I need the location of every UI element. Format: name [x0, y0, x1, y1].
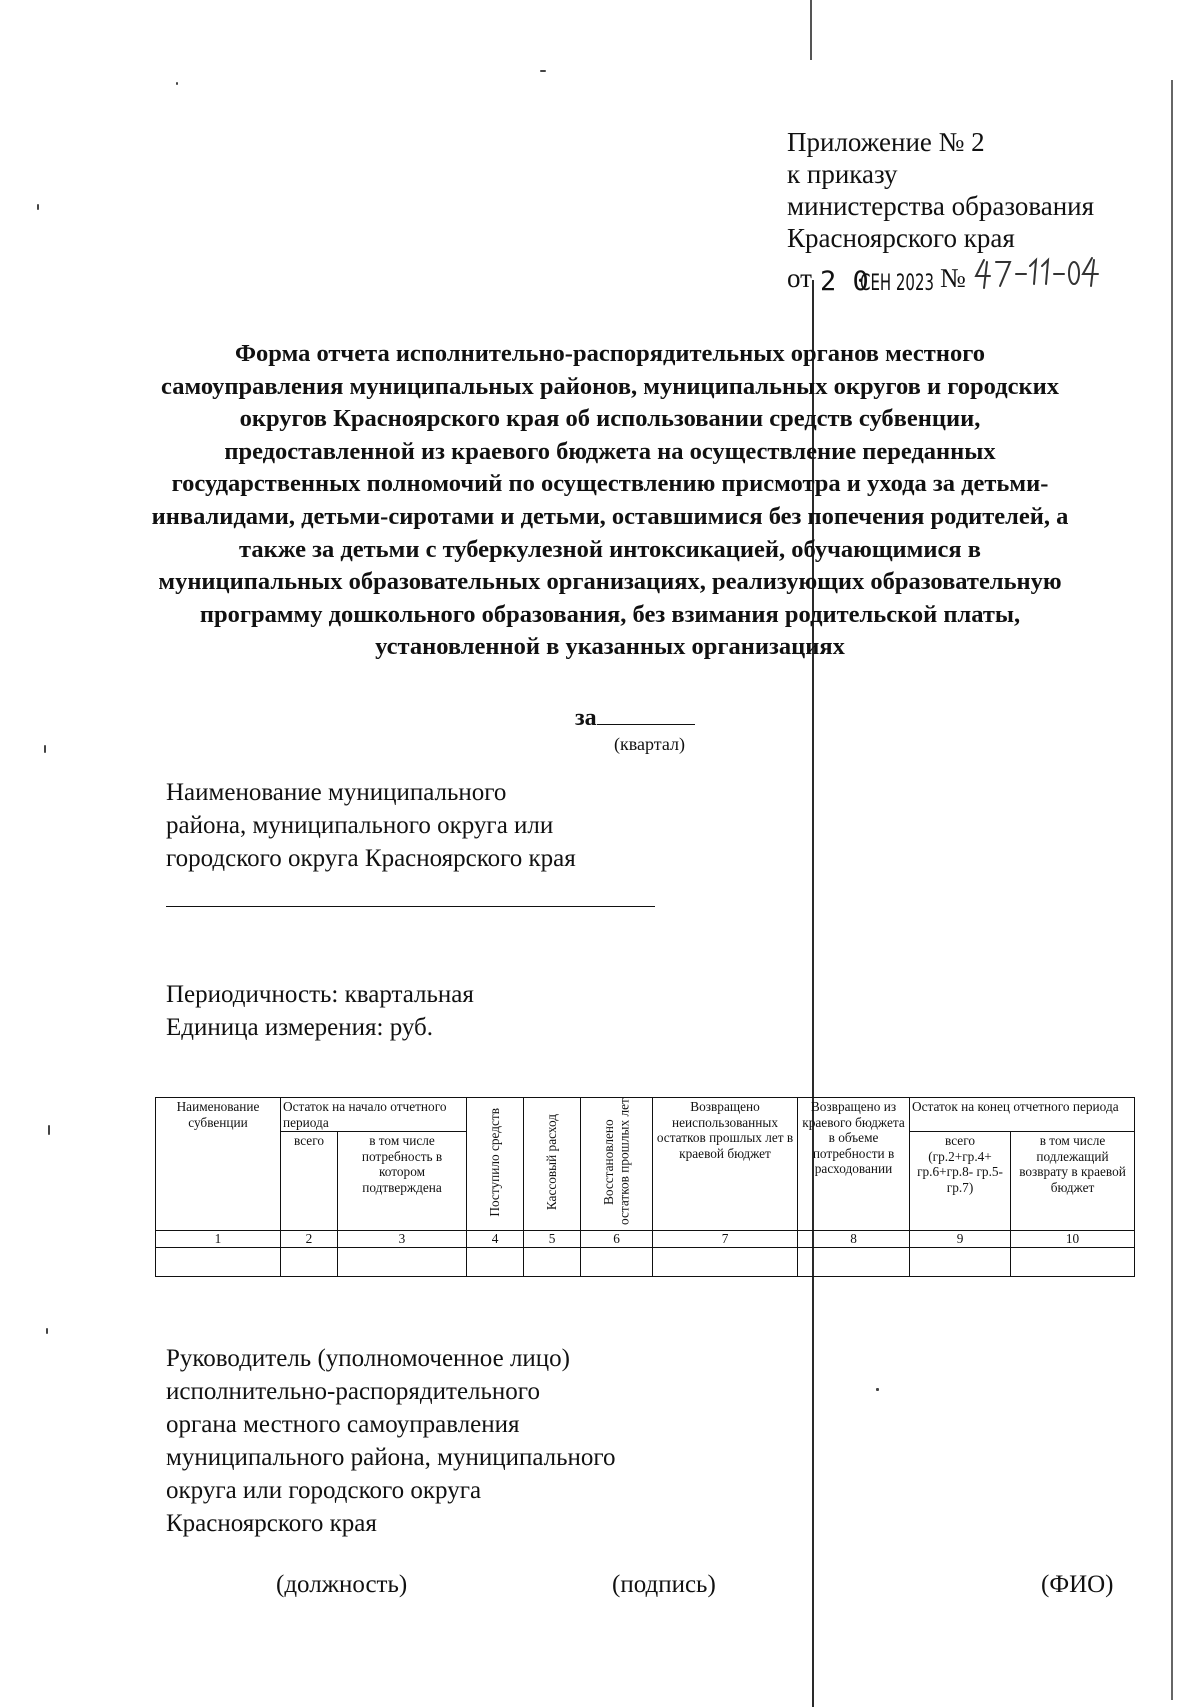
signer-block	[166, 1342, 616, 1540]
unit-of-measure: Единица измерения: руб.	[166, 1014, 434, 1041]
table-cell	[910, 1248, 1011, 1277]
header-end-return: в том числе подлежащий возврату в краевой бюджет	[1011, 1132, 1135, 1231]
header-start-total: всего	[281, 1132, 338, 1231]
handwritten-number	[970, 254, 1100, 294]
table-cell	[524, 1248, 581, 1277]
header-returned-unused: Возвращено неиспользованных остатков прошлых лет в краевой бюджет	[653, 1098, 798, 1231]
report-table	[155, 1097, 1135, 1277]
period-blank-line	[597, 702, 695, 725]
report-meta	[166, 978, 474, 1044]
column-number: 6	[581, 1231, 653, 1248]
scan-speck	[876, 1388, 879, 1391]
table-cell	[338, 1248, 467, 1277]
table-cell	[798, 1248, 910, 1277]
svg-text:2 0: 2 0	[819, 266, 869, 294]
column-number: 8	[798, 1231, 910, 1248]
scan-speck	[44, 745, 46, 753]
column-number: 5	[524, 1231, 581, 1248]
municipality-label	[166, 776, 576, 875]
form-title: Форма отчета исполнительно-распорядительных органов местного самоуправления муниципальных районов, муниципальных округов и городских округов Красноярского края об использовании средств субвенции, предоставленной из краевого бюджета на осуществление переданных государственных полномочий по осуществлению присмотра и ухода за детьми-инвалидами, детьми-сиротами и детьми, оставшимися без попечения родителей, а также за детьми с туберкулезной интоксикацией, обучающимися в муниципальных образовательных организациях, реализующих образовательную программу дошкольного образования, без взимания родительской платы, установленной в указанных организациях	[151, 340, 1069, 661]
signer-line: исполнительно-распорядительного	[166, 1378, 540, 1405]
table-cell	[281, 1248, 338, 1277]
scan-artifact-line	[1171, 80, 1173, 1700]
table-column-numbers-row	[156, 1231, 1135, 1248]
scan-speck	[48, 1125, 50, 1135]
scan-speck	[540, 70, 546, 72]
appendix-line: Красноярского края	[787, 223, 1015, 253]
appendix-line: Приложение № 2	[787, 127, 985, 157]
column-number: 3	[338, 1231, 467, 1248]
header-subvention: Наименование субвенции	[156, 1098, 281, 1231]
period-caption: (квартал)	[614, 734, 685, 754]
appendix-line: министерства образования	[787, 191, 1095, 221]
municipality-line: Наименование муниципального	[166, 779, 507, 806]
table-cell	[1011, 1248, 1135, 1277]
table-cell	[581, 1248, 653, 1277]
header-end-balance: Остаток на конец отчетного периода	[910, 1098, 1135, 1132]
appendix-block	[787, 126, 1100, 294]
scan-speck	[46, 1328, 48, 1334]
signer-line: Руководитель (уполномоченное лицо)	[166, 1345, 571, 1372]
signature-position-label: (должность)	[276, 1571, 408, 1598]
column-number: 10	[1011, 1231, 1135, 1248]
column-number: 1	[156, 1231, 281, 1248]
municipality-line: городского округа Красноярского края	[166, 845, 576, 872]
date-stamp	[818, 260, 936, 294]
signer-line: округа или городского округа	[166, 1477, 482, 1504]
column-number: 2	[281, 1231, 338, 1248]
svg-text:СЕН 2023: СЕН 2023	[859, 271, 934, 294]
column-number: 9	[910, 1231, 1011, 1248]
header-start-balance: Остаток на начало отчетного периода	[281, 1098, 467, 1132]
appendix-line: к приказу	[787, 159, 898, 189]
municipality-blank-line	[166, 906, 655, 907]
period-prefix: за	[575, 705, 597, 731]
order-date-line	[787, 254, 1100, 294]
header-end-total: всего (гр.2+гр.4+ гр.6+гр.8- гр.5-гр.7)	[910, 1132, 1011, 1231]
municipality-line: района, муниципального округа или	[166, 812, 554, 839]
table-cell	[156, 1248, 281, 1277]
table-cell	[653, 1248, 798, 1277]
header-restored: Восстановлено остатков прошлых лет	[581, 1098, 653, 1231]
signer-line: органа местного самоуправления	[166, 1411, 520, 1438]
column-number: 4	[467, 1231, 524, 1248]
header-received: Поступило средств	[467, 1098, 524, 1231]
from-label: от	[787, 263, 812, 293]
scan-artifact-line	[810, 0, 812, 60]
column-number: 7	[653, 1231, 798, 1248]
header-cash-expense: Кассовый расход	[524, 1098, 581, 1231]
table-row	[156, 1248, 1135, 1277]
signature-sign-label: (подпись)	[612, 1571, 716, 1598]
table-header-row	[156, 1098, 1135, 1132]
number-label: №	[939, 263, 966, 293]
periodicity: Периодичность: квартальная	[166, 981, 474, 1008]
signature-name-label: (ФИО)	[1041, 1571, 1114, 1598]
signer-line: Красноярского края	[166, 1510, 377, 1537]
header-returned-from-budget: Возвращено из краевого бюджета в объеме потребности в расходовании	[798, 1098, 910, 1231]
header-start-need: в том числе потребность в котором подтверждена	[338, 1132, 467, 1231]
table-cell	[467, 1248, 524, 1277]
scan-speck	[176, 82, 178, 85]
signer-line: муниципального района, муниципального	[166, 1444, 616, 1471]
report-period	[575, 702, 695, 732]
scan-speck	[37, 204, 39, 210]
